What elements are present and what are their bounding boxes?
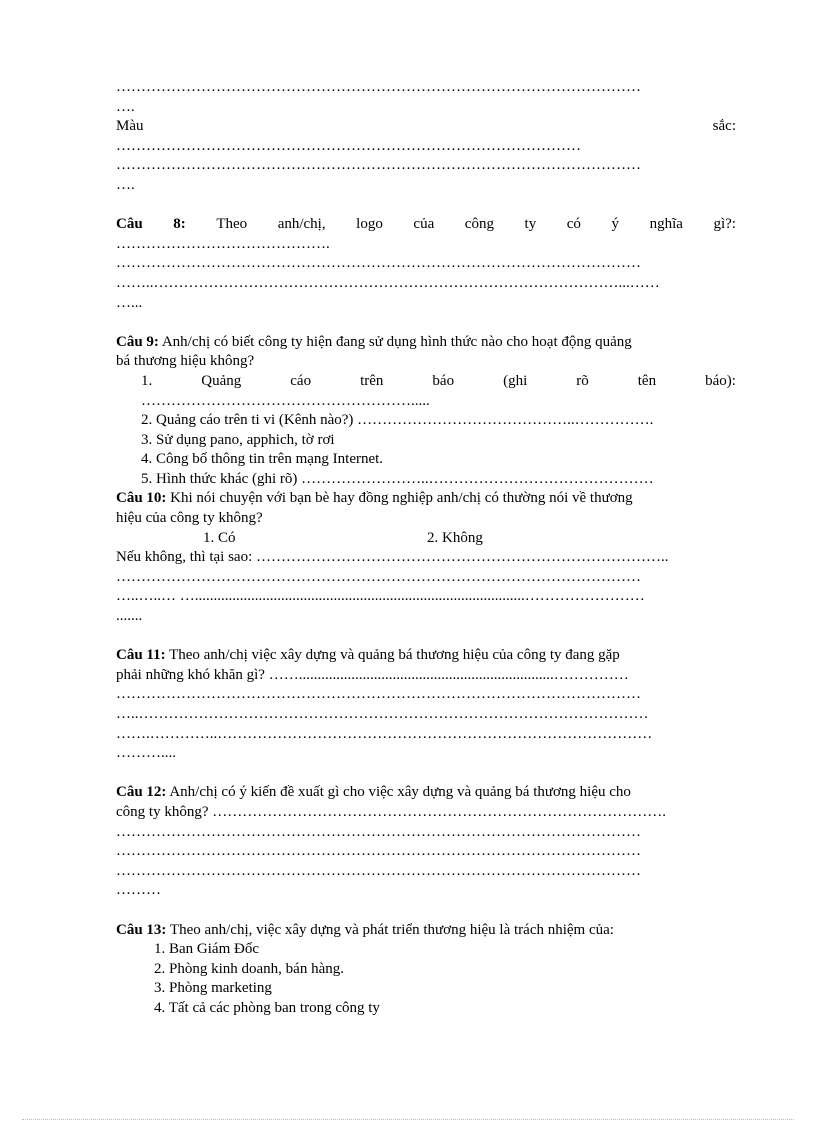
question-13-label: Câu 13: [116, 921, 167, 938]
question-12-label: Câu 12: [116, 784, 167, 801]
answer-line: …………………………………………………………………………………………… [116, 843, 641, 860]
option-4: 4. Công bố thông tin trên mạng Internet. [141, 451, 384, 468]
word: 1. [141, 372, 153, 389]
answer-line: …………………………………………………………………………………………… [116, 862, 641, 879]
answer-line: …..…..… …........................................................................................…………………… [116, 588, 645, 605]
why-line: Nếu không, thì tại sao: ……………………………………………………………………….. [116, 549, 669, 566]
color-label: Màu [116, 118, 144, 135]
question-10-text: Khi nói chuyện với bạn bè hay đồng nghiệp anh/chị có thường nói về thương [166, 490, 633, 507]
word: rõ [576, 372, 589, 389]
answer-line: …………………………………………………………………………………………… [116, 157, 641, 174]
answer-line: …. [116, 98, 135, 115]
answer-line: …….…………..…………………………………………………………………………… [116, 725, 653, 742]
answer-line: …………………………………………………………………………………………… [116, 255, 641, 272]
answer-line: ....... [116, 608, 143, 625]
question-12 [116, 783, 736, 803]
answer-line: ……………………………………. [116, 235, 330, 252]
page-bottom-border [22, 1119, 794, 1120]
question-12-text: Anh/chị có ý kiến đề xuất gì cho việc xây dựng và quảng bá thương hiệu cho [166, 784, 631, 801]
answer-line: ……….... [116, 745, 176, 762]
question-8-number: 8: [173, 216, 186, 233]
answer-line: …………………………………………………………………………………………… [116, 568, 641, 585]
word: gì?: [713, 216, 736, 233]
word: Theo [216, 216, 248, 233]
word: báo): [705, 372, 736, 389]
question-9 [116, 333, 736, 353]
answer-line: ………………………………………………..... [141, 392, 430, 409]
question-10-label: Câu 10: [116, 490, 167, 507]
answer-line: …... [116, 294, 143, 311]
word: ý [611, 216, 619, 233]
word: logo [356, 216, 383, 233]
answer-line: ……..…………………………………………………………………………………...…… [116, 274, 660, 291]
word: Quảng [201, 372, 242, 389]
question-9-text-cont: bá thương hiệu không? [116, 353, 255, 370]
word: ty [524, 216, 537, 233]
question-8-label: Câu [116, 216, 143, 233]
option-1 [116, 372, 736, 392]
question-12-text-cont: công ty không? ………………………………………………………………………………. [116, 803, 666, 820]
question-11-text: Theo anh/chị việc xây dựng và quảng bá thương hiệu của công ty đang gặp [165, 647, 620, 664]
answer-line: …………………………………………………………………………………………… [116, 823, 641, 840]
question-8 [116, 215, 736, 235]
word: tên [637, 372, 657, 389]
answer-line: …………………………………………………………………………………………… [116, 686, 641, 703]
question-13 [116, 921, 736, 941]
option-3: 3. Phòng marketing [154, 980, 272, 997]
option-2: 2. Phòng kinh doanh, bán hàng. [154, 960, 344, 977]
yes-no-choices [116, 529, 736, 549]
question-11-label: Câu 11: [116, 647, 166, 664]
word: công [464, 216, 494, 233]
choice-yes: 1. Có [203, 529, 236, 546]
word: (ghi [503, 372, 528, 389]
choice-no: 2. Không [427, 529, 483, 546]
question-13-text: Theo anh/chị, việc xây dựng và phát triển thương hiệu là trách nhiệm của: [166, 921, 614, 938]
word: của [413, 216, 435, 233]
option-4: 4. Tất cả các phòng ban trong công ty [154, 999, 380, 1016]
color-label-end: sắc: [712, 118, 736, 135]
answer-line: ……… [116, 882, 161, 899]
word: có [566, 216, 581, 233]
word: nghĩa [649, 216, 683, 233]
color-row [116, 117, 736, 137]
question-10 [116, 489, 736, 509]
word: trên [360, 372, 384, 389]
option-2: 2. Quảng cáo trên ti vi (Kênh nào?) ……………………………………..……………. [141, 412, 654, 429]
word: anh/chị, [277, 216, 326, 233]
option-5: 5. Hình thức khác (ghi rõ) ……………………..……………………………………… [141, 470, 654, 487]
word: báo [432, 372, 455, 389]
answer-line: …………………………………………………………………………………………… [116, 79, 641, 95]
question-11 [116, 646, 736, 666]
word: cáo [290, 372, 312, 389]
question-9-text: Anh/chị có biết công ty hiện đang sử dụng hình thức nào cho hoạt động quảng [158, 333, 632, 350]
answer-line: ………………………………………………………………………………… [116, 137, 581, 154]
question-10-text-cont: hiệu của công ty không? [116, 510, 263, 527]
questionnaire-page [116, 78, 736, 1019]
option-3: 3. Sử dụng pano, apphich, tờ rơi [141, 431, 335, 448]
question-11-text-cont: phải những khó khăn gì? ……....................................................................…………… [116, 666, 629, 683]
question-9-label: Câu 9: [116, 333, 159, 350]
answer-line: …..………………………………………………………………………………………… [116, 706, 649, 722]
answer-line: …. [116, 176, 135, 193]
option-1: 1. Ban Giám Đốc [154, 941, 259, 958]
